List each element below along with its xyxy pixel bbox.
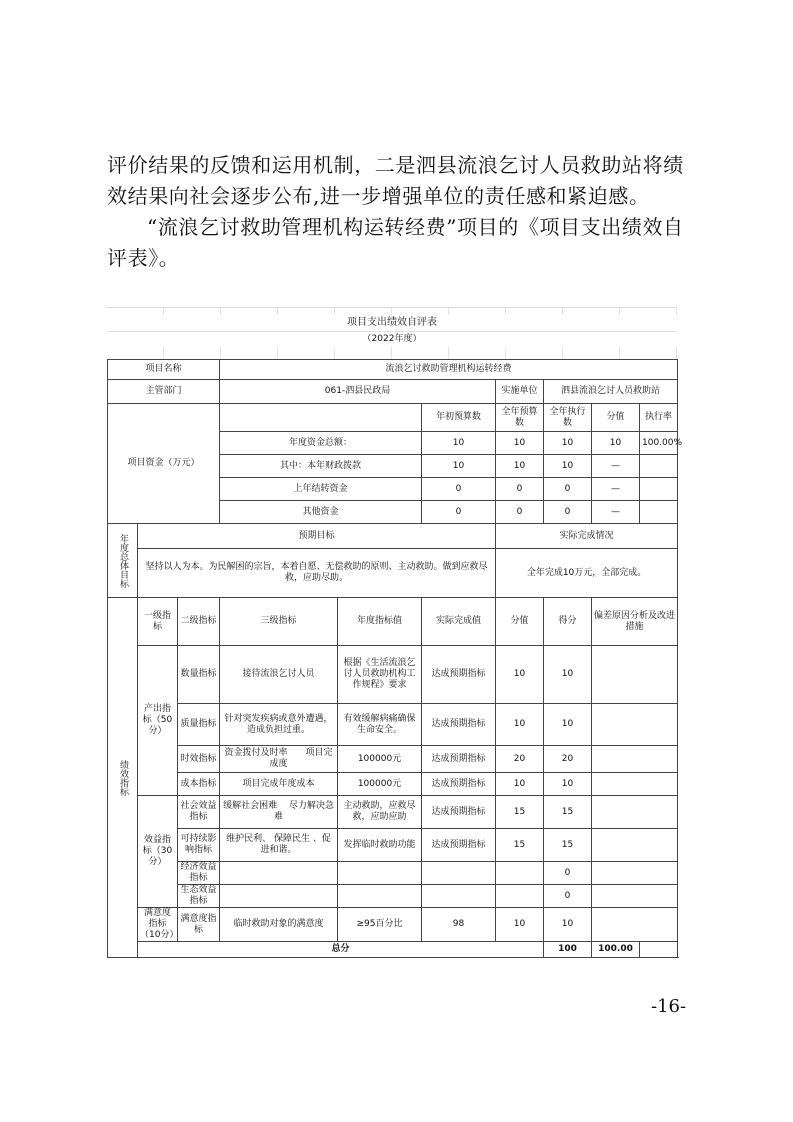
- indicator-score: 10: [496, 773, 544, 796]
- indicator-l3: 针对突发疾病或意外遭遇，造成负担过重。: [220, 704, 338, 746]
- goals-expected-header: 预期目标: [138, 524, 496, 549]
- indicator-note: [592, 862, 678, 885]
- indicator-score: [496, 885, 544, 908]
- indicator-row: [108, 796, 678, 829]
- indicator-header: 实际完成值: [422, 598, 496, 646]
- funds-cell: 10: [422, 432, 496, 455]
- indicator-note: [592, 908, 678, 942]
- funds-header: 全年预算数: [496, 404, 544, 432]
- indicator-header: 一级指标: [138, 598, 178, 646]
- funds-cell: —: [592, 478, 640, 501]
- funds-header: 全年执行数: [544, 404, 592, 432]
- indicator-got: 20: [544, 746, 592, 773]
- indicator-l3: [220, 862, 338, 885]
- indicator-actual: [422, 862, 496, 885]
- total-score: 100: [544, 942, 592, 958]
- indicator-l3: 维护民利、 保障民生 、促进和谐。: [220, 829, 338, 862]
- funds-cell: [640, 478, 678, 501]
- indicator-header-row: [108, 598, 678, 646]
- funds-cell: 10: [422, 455, 496, 478]
- indicator-got: 0: [544, 885, 592, 908]
- goals-content-row: [108, 549, 678, 598]
- indicator-l2: 社会效益指标: [178, 796, 220, 829]
- indicator-header: 得分: [544, 598, 592, 646]
- total-label: 总分: [138, 942, 544, 958]
- funds-cell: 0: [422, 478, 496, 501]
- funds-cell: 0: [422, 501, 496, 524]
- satisfaction-indicator-label: 满意度指标（10分）: [138, 908, 178, 942]
- indicator-target: 发挥临时救助功能: [338, 829, 422, 862]
- indicator-note: [592, 746, 678, 773]
- project-name-row: [108, 360, 678, 380]
- indicator-got: 10: [544, 646, 592, 704]
- indicator-l3: 临时救助对象的满意度: [220, 908, 338, 942]
- funds-cell: 10: [544, 432, 592, 455]
- funds-row-label: 年度资金总额：: [220, 432, 422, 455]
- exec-unit-label: 实施单位: [496, 380, 544, 404]
- page-number: -16-: [651, 996, 687, 1017]
- indicator-note: [592, 829, 678, 862]
- indicator-note: [592, 773, 678, 796]
- goals-actual-text: 全年完成10万元，全部完成。: [496, 549, 678, 598]
- funds-cell: 0: [544, 478, 592, 501]
- indicator-actual: 达成预期指标: [422, 704, 496, 746]
- funds-cell: [640, 501, 678, 524]
- funds-header: 年初预算数: [422, 404, 496, 432]
- funds-header: 分值: [592, 404, 640, 432]
- funds-cell: 10: [544, 455, 592, 478]
- indicator-row: [108, 773, 678, 796]
- indicator-row: [108, 862, 678, 885]
- indicator-score: 15: [496, 796, 544, 829]
- table-year: （2022年度）: [362, 334, 422, 344]
- funds-cell: 10: [592, 432, 640, 455]
- indicator-target: 根据《生活流浪乞讨人员救助机构工作规程》要求: [338, 646, 422, 704]
- indicator-note: [592, 704, 678, 746]
- indicator-target: [338, 862, 422, 885]
- indicator-actual: 达成预期指标: [422, 829, 496, 862]
- indicator-got: 10: [544, 908, 592, 942]
- funds-cell: —: [592, 455, 640, 478]
- dept-value: 061-泗县民政局: [220, 380, 496, 404]
- sheet-grid-top: [107, 307, 677, 315]
- funds-header: 执行率: [640, 404, 678, 432]
- indicator-got: 15: [544, 796, 592, 829]
- indicator-header: 年度指标值: [338, 598, 422, 646]
- indicator-got: 10: [544, 704, 592, 746]
- indicator-note: [592, 646, 678, 704]
- indicator-got: 15: [544, 829, 592, 862]
- indicator-header: 偏差原因分析及改进措施: [592, 598, 678, 646]
- indicator-l3: 资金拨付及时率 项目完成度: [220, 746, 338, 773]
- goals-actual-header: 实际完成情况: [496, 524, 678, 549]
- total-row: [108, 942, 678, 958]
- total-got: 100.00: [592, 942, 640, 958]
- funds-cell: 0: [544, 501, 592, 524]
- funds-cell: 10: [496, 455, 544, 478]
- indicator-l2: 满意度指标: [178, 908, 220, 942]
- funds-cell: 0: [496, 478, 544, 501]
- indicator-row: [108, 646, 678, 704]
- indicator-l2: 经济效益指标: [178, 862, 220, 885]
- indicator-target: 主动救助，应救尽救，应助应助: [338, 796, 422, 829]
- table-title: 项目支出绩效自评表: [107, 315, 677, 332]
- indicator-l3: 缓解社会困难 尽力解决急难: [220, 796, 338, 829]
- indicators-side-label: 绩效指标: [108, 598, 138, 958]
- indicator-row: [108, 746, 678, 773]
- funds-cell: [640, 455, 678, 478]
- funds-label: 项目资金（万元）: [108, 404, 220, 524]
- funds-cell: 0: [496, 501, 544, 524]
- funds-header-row: [108, 404, 678, 432]
- output-indicator-label: 产出指标（50分）: [138, 646, 178, 796]
- indicator-target: 有效缓解病痛确保生命安全。: [338, 704, 422, 746]
- indicator-score: 15: [496, 829, 544, 862]
- indicator-target: [338, 885, 422, 908]
- funds-header-blank: [220, 404, 422, 432]
- indicator-l3: 项目完成年度成本: [220, 773, 338, 796]
- indicator-l2: 数量指标: [178, 646, 220, 704]
- indicator-actual: 98: [422, 908, 496, 942]
- project-name-value: 流浪乞讨救助管理机构运转经费: [220, 360, 678, 380]
- indicator-row: [108, 885, 678, 908]
- indicator-actual: 达成预期指标: [422, 746, 496, 773]
- indicator-target: 100000元: [338, 773, 422, 796]
- indicator-l2: 生态效益指标: [178, 885, 220, 908]
- indicator-score: 20: [496, 746, 544, 773]
- exec-unit-value: 泗县流浪乞讨人员救助站: [544, 380, 678, 404]
- indicator-score: [496, 862, 544, 885]
- indicator-header: 三级指标: [220, 598, 338, 646]
- indicator-actual: 达成预期指标: [422, 773, 496, 796]
- indicator-l2: 可持续影响指标: [178, 829, 220, 862]
- indicator-target: ≥95百分比: [338, 908, 422, 942]
- self-evaluation-sheet: [107, 307, 683, 958]
- indicator-got: 10: [544, 773, 592, 796]
- indicator-note: [592, 885, 678, 908]
- indicator-row: [108, 829, 678, 862]
- indicator-l3: 接待流浪乞讨人员: [220, 646, 338, 704]
- indicator-target: 100000元: [338, 746, 422, 773]
- funds-cell: —: [592, 501, 640, 524]
- indicator-got: 0: [544, 862, 592, 885]
- indicator-l2: 时效指标: [178, 746, 220, 773]
- indicator-row: [108, 704, 678, 746]
- indicator-header: 二级指标: [178, 598, 220, 646]
- body-paragraph-2: “流浪乞讨救助管理机构运转经费”项目的《项目支出绩效自评表》。: [107, 215, 684, 270]
- indicator-l2: 质量指标: [178, 704, 220, 746]
- funds-row-label: 其他资金: [220, 501, 422, 524]
- indicator-score: 10: [496, 704, 544, 746]
- indicator-header: 分值: [496, 598, 544, 646]
- indicator-score: 10: [496, 908, 544, 942]
- goals-label: 年度总体目标: [108, 524, 138, 598]
- goals-header-row: [108, 524, 678, 549]
- funds-row-label: 上年结转资金: [220, 478, 422, 501]
- indicator-note: [592, 796, 678, 829]
- funds-cell: 100.00%: [640, 432, 678, 455]
- indicator-l2: 成本指标: [178, 773, 220, 796]
- department-row: [108, 380, 678, 404]
- body-paragraph-1: 评价结果的反馈和运用机制，二是泗县流浪乞讨人员救助站将绩效结果向社会逐步公布,进一步增强单位的责任感和紧迫感。: [107, 153, 684, 208]
- indicator-actual: 达成预期指标: [422, 646, 496, 704]
- funds-row-label: 其中：本年财政拨款: [220, 455, 422, 478]
- goals-expected-text: 坚持以人为本。为民解困的宗旨，本着自愿、无偿救助的原则、主动救助。做到应救尽救，应助尽助。: [138, 549, 496, 598]
- indicator-actual: [422, 885, 496, 908]
- dept-label: 主管部门: [108, 380, 220, 404]
- sheet-grid-gap: [107, 347, 677, 359]
- project-name-label: 项目名称: [108, 360, 220, 380]
- indicator-score: 10: [496, 646, 544, 704]
- total-note: [640, 942, 678, 958]
- indicator-actual: 达成预期指标: [422, 796, 496, 829]
- indicator-row: [108, 908, 678, 942]
- effect-indicator-label: 效益指标（30分）: [138, 796, 178, 908]
- evaluation-table: [107, 359, 683, 958]
- indicator-l3: [220, 885, 338, 908]
- funds-cell: 10: [496, 432, 544, 455]
